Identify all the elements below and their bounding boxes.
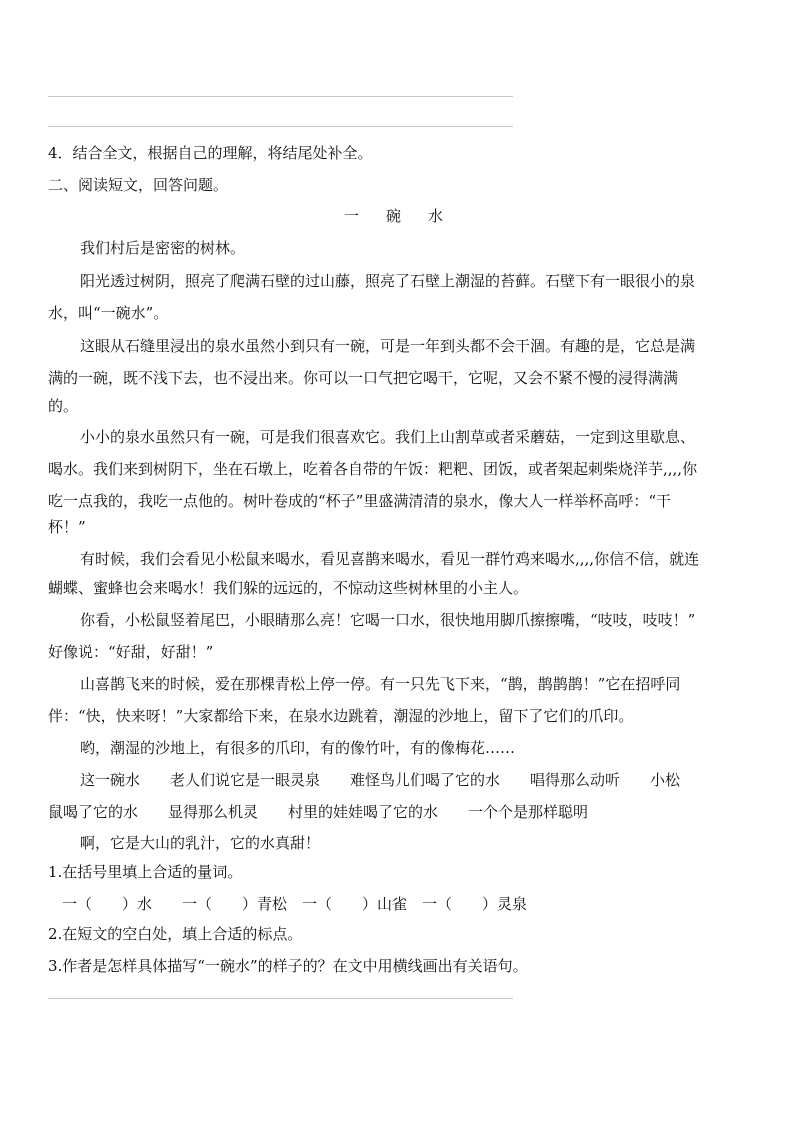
paragraph-line: 蝴蝶、蜜蜂也会来喝水！我们躲的远远的，不惊动这些树林里的小主人。 <box>48 579 529 597</box>
question-1: 1.在括号里填上合适的量词。 <box>48 863 243 881</box>
paragraph-line: 喝水。我们来到树阴下，坐在石墩上，吃着各自带的午饭：粑粑、团饭，或者架起刺柴烧洋芋,,,,你 <box>48 460 698 478</box>
answer-line <box>48 998 513 999</box>
paragraph-line: 吃一点我的，我吃一点他的。树叶卷成的“杯子”里盛满清清的泉水，像大人一样举杯高呼：“干 <box>48 492 672 510</box>
paragraph-line: 水，叫“一碗水”。 <box>48 304 169 322</box>
section-heading: 二、阅读短文，回答问题。 <box>48 176 229 194</box>
paragraph-line: 杯！” <box>48 518 86 536</box>
paragraph-line: 哟，潮湿的沙地上，有很多的爪印，有的像竹叶，有的像梅花…… <box>80 739 516 757</box>
paragraph-line: 好像说：“好甜，好甜！” <box>48 643 214 661</box>
answer-line <box>48 96 513 97</box>
paragraph-line: 伴：“快，快来呀！”大家都给下来，在泉水边跳着，潮湿的沙地上，留下了它们的爪印。 <box>48 707 634 725</box>
paragraph-line: 小小的泉水虽然只有一碗，可是我们很喜欢它。我们上山割草或者采蘑菇，一定到这里歇息、 <box>80 428 696 446</box>
paragraph-line: 有时候，我们会看见小松鼠来喝水，看见喜鹊来喝水，看见一群竹鸡来喝水,,,,你信不信，就连 <box>80 550 700 568</box>
measure-word-blanks: 一（ ）水 一（ ）青松 一（ ）山雀 一（ ）灵泉 <box>62 895 528 913</box>
paragraph-line: 山喜鹊飞来的时候，爱在那棵青松上停一停。有一只先飞下来，“鹊，鹊鹊鹊！”它在招呼同 <box>80 675 681 693</box>
paragraph-line: 你看，小松鼠竖着尾巴，小眼睛那么亮！它喝一口水，很快地用脚爪擦擦嘴，“吱吱，吱吱！” <box>80 611 696 629</box>
paragraph-line: 满的一碗，既不浅下去，也不浸出来。你可以一口气把它喝干，它呢，又会不紧不慢的浸得满满 <box>48 369 679 387</box>
question-2: 2.在短文的空白处，填上合适的标点。 <box>48 925 303 943</box>
paragraph-line: 我们村后是密密的树林。 <box>80 239 246 257</box>
question-3: 3.作者是怎样具体描写“一碗水”的样子的？在文中用横线画出有关语句。 <box>48 957 528 975</box>
paragraph-line: 鼠喝了它的水 显得那么机灵 村里的娃娃喝了它的水 一个个是那样聪明 <box>48 803 589 821</box>
answer-line <box>48 126 513 127</box>
question-4: 4．结合全文，根据自己的理解，将结尾处补全。 <box>48 144 373 162</box>
paragraph-line: 的。 <box>48 397 79 415</box>
passage-title: 一 碗 水 <box>343 207 449 225</box>
paragraph-line: 这一碗水 老人们说它是一眼灵泉 难怪鸟儿们喝了它的水 唱得那么动听 小松 <box>80 771 681 789</box>
paragraph-line: 这眼从石缝里浸出的泉水虽然小到只有一碗，可是一年到头都不会干涸。有趣的是，它总是满 <box>80 337 696 355</box>
paragraph-line: 啊，它是大山的乳汁，它的水真甜！ <box>80 834 321 852</box>
paragraph-line: 阳光透过树阴，照亮了爬满石壁的过山藤，照亮了石壁上潮湿的苔藓。石壁下有一眼很小的泉 <box>80 272 696 290</box>
